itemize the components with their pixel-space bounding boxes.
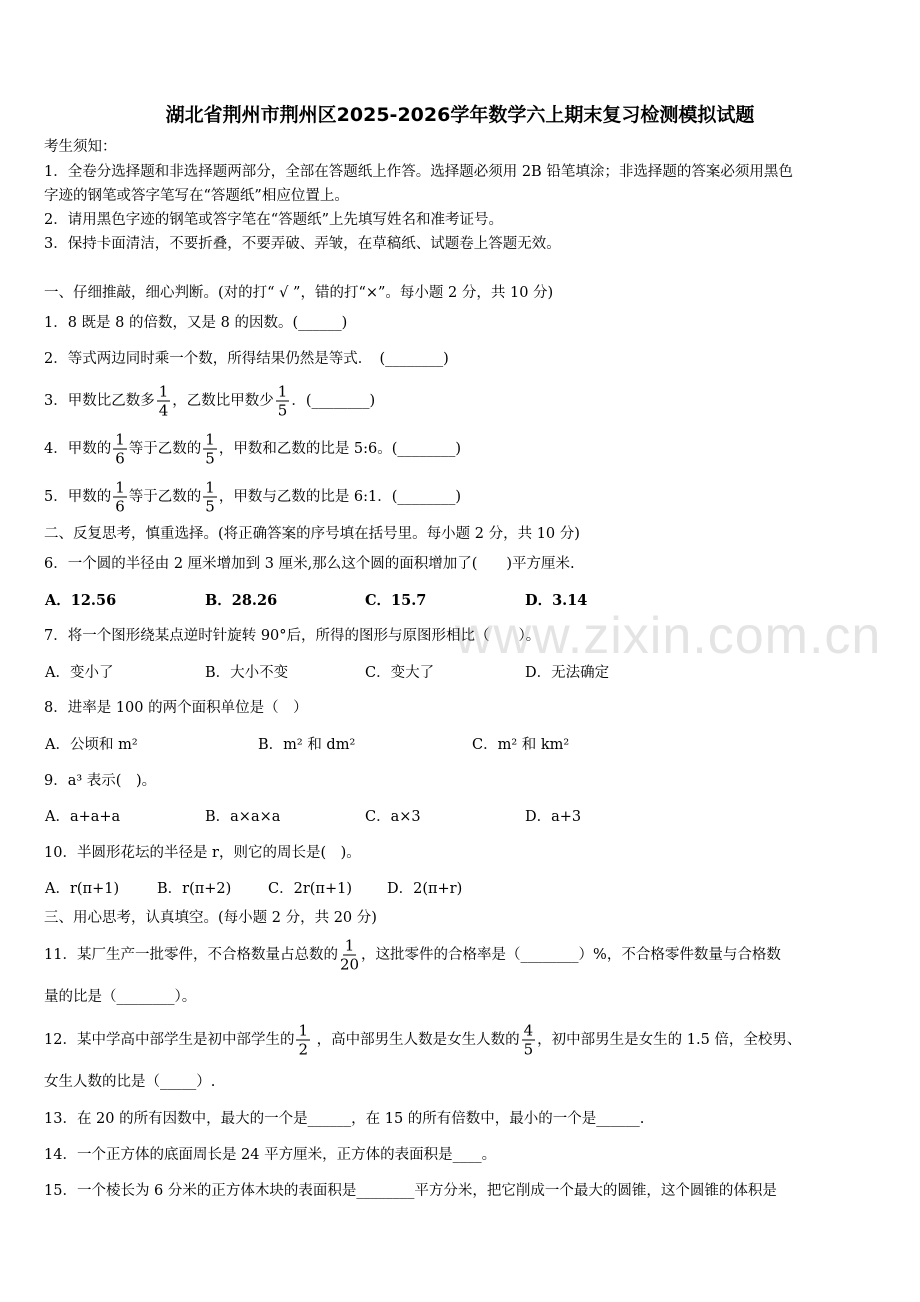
numerator: 4 (523, 1021, 534, 1040)
numerator: 1 (115, 430, 125, 449)
denominator: 5 (277, 401, 288, 420)
denominator: 6 (115, 497, 125, 516)
numerator: 1 (277, 382, 288, 401)
option-a: A．公顷和 m² (45, 737, 138, 753)
question-text: 等于乙数的 (128, 489, 202, 505)
fraction (203, 431, 217, 468)
page-title: 湖北省荆州市荆州区2025-2026学年数学六上期末复习检测模拟试题 (165, 104, 755, 126)
denominator: 20 (339, 955, 360, 974)
option-c: C．m² 和 km² (472, 737, 570, 753)
option-d: D．3.14 (525, 592, 588, 609)
option-c: C．变大了 (365, 665, 435, 681)
option-c: C．2r(π+1) (268, 881, 352, 897)
denominator: 5 (523, 1040, 534, 1059)
option-d: D．a+3 (525, 809, 582, 825)
question-11 (44, 937, 781, 974)
question-4 (44, 431, 461, 468)
numerator: 1 (205, 430, 215, 449)
option-b: B．r(π+2) (157, 881, 232, 897)
option-d: D．无法确定 (525, 665, 610, 681)
question-text: ．(________) (291, 393, 376, 409)
numerator: 1 (158, 382, 169, 401)
question-text: 4．甲数的 (44, 441, 112, 457)
notice-line: 1．全卷分选择题和非选择题两部分，全部在答题纸上作答。选择题必须用 2B 铅笔填涂；非选择题的答案必须用黑色 (44, 164, 793, 180)
denominator: 6 (115, 449, 125, 468)
fraction (113, 431, 127, 468)
question-text: ，甲数和乙数的比是 5:6。(________) (218, 441, 462, 457)
fraction (340, 937, 359, 974)
denominator: 5 (205, 497, 215, 516)
option-b: B．28.26 (205, 592, 278, 609)
question-15: 15．一个棱长为 6 分米的正方体木块的表面积是________平方分米，把它削成一个最大的圆锥，这个圆锥的体积是 (44, 1183, 777, 1199)
section-heading: 三、用心思考，认真填空。(每小题 2 分，共 20 分) (44, 910, 377, 926)
option-a: A．变小了 (45, 665, 114, 681)
notice-heading: 考生须知： (44, 139, 117, 155)
option-a: A．12.56 (45, 592, 117, 609)
question-text: ，这批零件的合格率是（________）%，不合格零件数量与合格数 (361, 947, 781, 963)
question-7: 7．将一个图形绕某点逆时针旋转 90°后，所得的图形与原图形相比（ ）。 (44, 628, 541, 644)
option-c: C．a×3 (365, 809, 421, 825)
notice-line: 3．保持卡面清洁，不要折叠，不要弄破、弄皱，在草稿纸、试题卷上答题无效。 (44, 236, 561, 252)
question-text: ，高中部男生人数是女生人数的 (312, 1032, 520, 1048)
option-b: B．m² 和 dm² (258, 737, 356, 753)
question-5 (44, 479, 461, 516)
fraction (203, 479, 217, 516)
question-12-cont: 女生人数的比是（_____）. (44, 1074, 216, 1090)
numerator: 1 (298, 1021, 308, 1040)
fraction (296, 1022, 310, 1059)
question-text: 12．某中学高中部学生是初中部学生的 (44, 1032, 295, 1048)
question-1: 1．8 既是 8 的倍数，又是 8 的因数。(______) (44, 315, 348, 331)
option-b: B．大小不变 (205, 665, 289, 681)
denominator: 5 (205, 449, 215, 468)
fraction (522, 1022, 536, 1059)
question-text: ，初中部男生是女生的 1.5 倍，全校男、 (537, 1032, 802, 1048)
question-13: 13．在 20 的所有因数中，最大的一个是______，在 15 的所有倍数中，最小的一个是______. (44, 1111, 645, 1127)
fraction (157, 383, 171, 420)
fraction (113, 479, 127, 516)
option-b: B．a×a×a (205, 809, 281, 825)
notice-line: 字迹的钢笔或答字笔写在“答题纸”相应位置上。 (44, 188, 349, 204)
question-14: 14．一个正方体的底面周长是 24 平方厘米，正方体的表面积是____。 (44, 1147, 497, 1163)
numerator: 1 (344, 936, 355, 955)
question-2: 2．等式两边同时乘一个数，所得结果仍然是等式． (________) (44, 351, 449, 367)
question-text: 3．甲数比乙数多 (44, 393, 155, 409)
question-9: 9．a³ 表示( )。 (44, 773, 157, 789)
question-12 (44, 1022, 801, 1059)
denominator: 4 (158, 401, 169, 420)
section-heading: 一、仔细推敲，细心判断。(对的打“ √ ”，错的打“×”。每小题 2 分，共 10 分) (44, 285, 554, 301)
numerator: 1 (115, 478, 125, 497)
question-3 (44, 383, 375, 420)
option-a: A．r(π+1) (45, 881, 120, 897)
section-heading: 二、反复思考，慎重选择。(将正确答案的序号填在括号里。每小题 2 分，共 10 分) (44, 526, 580, 542)
denominator: 2 (298, 1040, 308, 1059)
option-c: C．15.7 (365, 592, 427, 609)
question-text: 5．甲数的 (44, 489, 112, 505)
option-a: A．a+a+a (45, 809, 121, 825)
question-text: ，甲数与乙数的比是 6:1．(________) (218, 489, 462, 505)
notice-line: 2．请用黑色字迹的钢笔或答字笔在“答题纸”上先填写姓名和准考证号。 (44, 212, 504, 228)
question-11-cont: 量的比是（________）。 (44, 989, 197, 1005)
question-6: 6．一个圆的半径由 2 厘米增加到 3 厘米,那么这个圆的面积增加了( )平方厘米. (44, 556, 575, 572)
question-10: 10．半圆形花坛的半径是 r，则它的周长是( )。 (44, 845, 361, 861)
fraction (276, 383, 290, 420)
option-d: D．2(π+r) (387, 881, 463, 897)
question-text: 等于乙数的 (128, 441, 202, 457)
watermark: www.zixin.com.cn (455, 607, 882, 665)
question-text: 11．某厂生产一批零件，不合格数量占总数的 (44, 947, 338, 963)
numerator: 1 (205, 478, 215, 497)
question-text: ，乙数比甲数少 (172, 393, 274, 409)
question-8: 8．进率是 100 的两个面积单位是（ ） (44, 700, 308, 716)
